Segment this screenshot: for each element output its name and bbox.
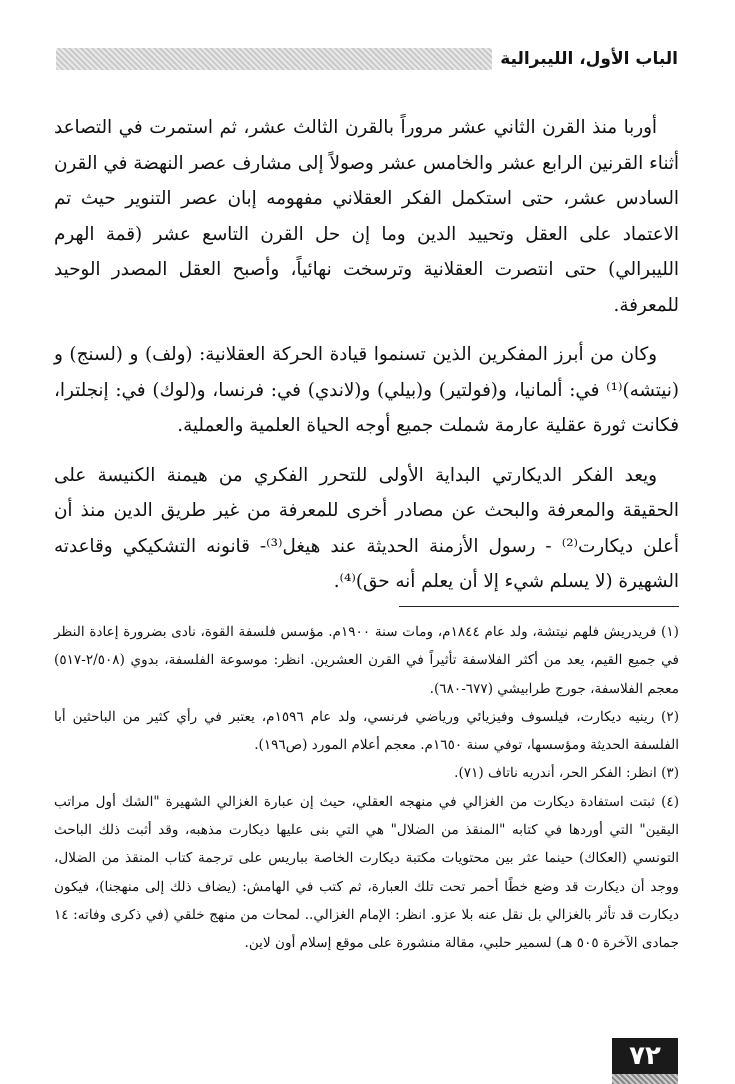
chapter-title: الباب الأول، الليبرالية bbox=[500, 49, 678, 69]
paragraph: أوربا منذ القرن الثاني عشر مروراً بالقرن الثالث عشر، ثم استمرت في التصاعد أثناء القرنين الرابع عشر والخامس عشر وصولاً إلى مشارف عصر النهضة في القرن السادس عشر، حتى استكمل الفكر العقلاني مفهومه إبان عصر التنوير حيث تم الاعتماد على العقل وتحييد الدين وما إن حل القرن التاسع عشر (قمة الهرم الليبرالي) حتى انتصرت العقلانية وترسخت نهائياً، وأصبح العقل المصدر الوحيد للمعرفة. bbox=[54, 117, 679, 316]
footnote-divider bbox=[399, 606, 679, 607]
paragraph: وكان من أبرز المفكرين الذين تسنموا قيادة الحركة العقلانية: (ولف) و (لسنج) و (نيتشه)⁽¹⁾ في: ألمانيا، و(فولتير) و(بيلي) و(لاندي) في: فرنسا، و(لوك) في: إنجلترا، فكانت ثورة عقلية عارمة شملت جميع أوجه الحياة العلمية والعملية. bbox=[54, 344, 679, 436]
footnote: (٢) رينيه ديكارت، فيلسوف وفيزيائي ورياضي فرنسي، ولد عام ١٥٩٦م، يعتبر في رأي كثير من الباحثين أبا الفلسفة الحديثة ومؤسسها، توفي سنة ١٦٥٠م. معجم أعلام المورد (ص١٩٦). bbox=[54, 708, 679, 754]
footnotes bbox=[54, 618, 679, 958]
running-header bbox=[56, 44, 678, 74]
footnote: (١) فريدريش فلهم نيتشة، ولد عام ١٨٤٤م، ومات سنة ١٩٠٠م. مؤسس فلسفة القوة، نادى بضرورة إعادة النظر في جميع القيم، يعد من أكثر الفلاسفة تأثيراً في القرن العشرين. انظر: موسوعة الفلسفة، بدوي (٢/٥٠٨-٥١٧) معجم الفلاسفة، جورج طرابيشي (٦٧٧-٦٨٠). bbox=[54, 624, 679, 697]
footnote: (٤) ثبتت استفادة ديكارت من الغزالي في منهجه العقلي، حيث إن عبارة الغزالي الشهيرة "الشك أول مراتب اليقين" التي أوردها في كتابه "المنقذ من الضلال" هي التي بنى عليها ديكارت مذهبه، وقد أثبت ذلك الباحث التونسي (العكاك) حينما عثر بين محتويات مكتبة ديكارت الخاصة بباريس على ترجمة كتاب المنقذ من الضلال، ووجد أن ديكارت قد وضع خطًا أحمر تحت تلك العبارة، ثم كتب في الهامش: (يضاف ذلك إلى منهجنا)، فيكون ديكارت قد تأثر بالغزالي بل نقل عنه بلا عزو. انظر: الإمام الغزالي.. لمحات من منهج خلقي (في ذكرى وفاته: ١٤ جمادى الآخرة ٥٠٥ هـ) لسمير حلبي، مقالة منشورة على موقع إسلام أون لاين. bbox=[54, 793, 679, 952]
paragraph: ويعد الفكر الديكارتي البداية الأولى للتحرر الفكري من هيمنة الكنيسة على الحقيقة والمعرفة والبحث عن مصادر أخرى للمعرفة من غير طريق الدين منذ أن أعلن ديكارت⁽²⁾ - رسول الأزمنة الحديثة عند هيغل⁽³⁾- قانونه التشكيكي وقاعدته الشهيرة (لا يسلم شيء إلا أن يعلم أنه حق)⁽⁴⁾. bbox=[54, 464, 679, 592]
header-decoration bbox=[56, 48, 492, 70]
main-text bbox=[54, 110, 679, 614]
footnote: (٣) انظر: الفكر الحر، أندريه ناتاف (٧١). bbox=[454, 765, 679, 782]
page-number: ٧٢ bbox=[612, 1038, 678, 1074]
page-number-decoration bbox=[612, 1074, 678, 1084]
